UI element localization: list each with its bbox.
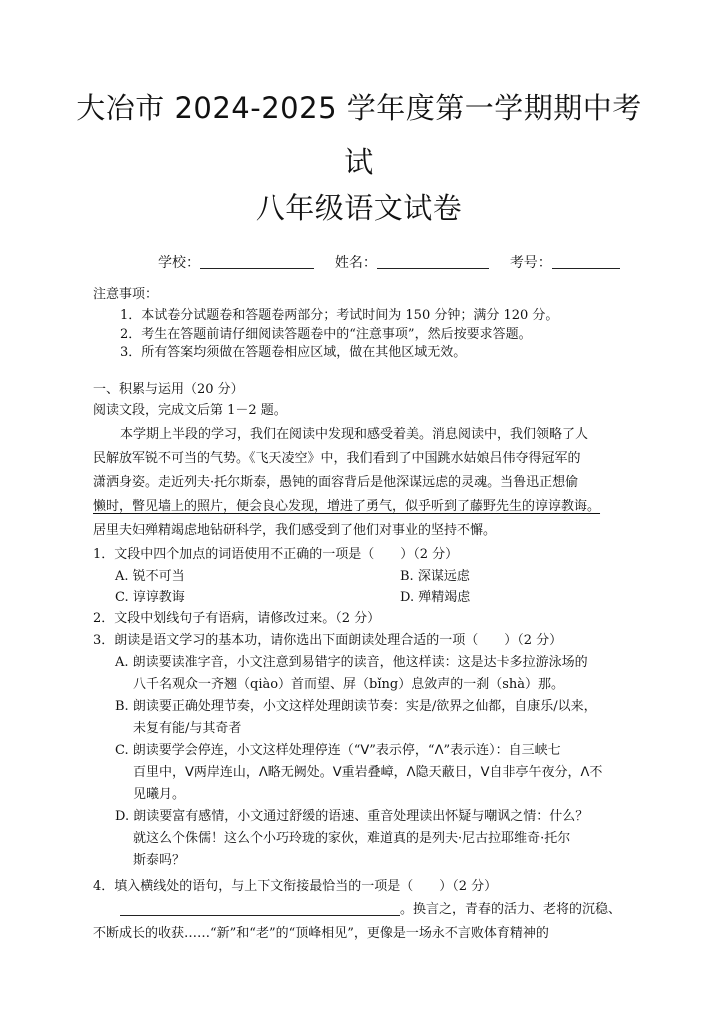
question-1-stem: 1．文段中四个加点的词语使用不正确的一项是（ ）（2 分） [93, 547, 459, 562]
q1-option-c[interactable]: C. 谆谆教诲 [115, 590, 185, 605]
q4-line-1 [120, 901, 621, 919]
exam-title-line2: 试 [344, 145, 374, 179]
passage-line-underlined: 懒时，瞥见墙上的照片，便会良心发现，增进了勇气，似乎听到了藤野先生的谆谆教诲。 [93, 499, 601, 514]
name-blank[interactable] [377, 254, 489, 269]
q1-option-b[interactable]: B. 深谋远虑 [400, 569, 470, 584]
q3-option-c-cont: 百里中，ᐯ两岸连山，ᐱ略无阙处。ᐯ重岩叠嶂，ᐱ隐天蔽日，ᐯ自非亭午夜分，ᐱ不 [133, 765, 603, 780]
exam-title-line1: 大冶市 2024-2025 学年度第一学期期中考 [76, 91, 642, 125]
notice-item-3: 3．所有答案均须做在答题卷相应区域，做在其他区域无效。 [120, 345, 467, 360]
q4-line-1-text: 。换言之，青春的活力、老将的沉稳、 [400, 902, 622, 917]
passage-line: 潇洒身姿。走近列夫·托尔斯泰，愚钝的面容背后是他深谋远虑的灵魂。当鲁迅正想偷 [93, 475, 579, 490]
name-label: 姓名： [334, 255, 377, 271]
q3-option-a-cont: 八千名观众一齐翘（qiào）首而望、屏（bǐng）息敛声的一刹（shà）那。 [133, 677, 565, 692]
passage-line: 本学期上半段的学习，我们在阅读中发现和感受着美。消息阅读中，我们领略了人 [120, 427, 589, 442]
passage-line: 居里夫妇殚精竭虑地钻研科学，我们感受到了他们对事业的坚持不懈。 [93, 523, 497, 538]
exam-subtitle: 八年级语文试卷 [255, 191, 463, 225]
q3-option-a[interactable]: A. 朗读要读准字音，小文注意到易错字的读音，他这样读：这是达卡多拉游泳场的 [115, 655, 588, 670]
passage-line: 民解放军锐不可当的气势。《飞天凌空》中，我们看到了中国跳水姑娘吕伟夺得冠军的 [93, 451, 581, 466]
notice-heading: 注意事项： [93, 287, 159, 302]
notice-item-2: 2．考生在答题前请仔细阅读答题卷中的“注意事项”，然后按要求答题。 [120, 327, 532, 342]
section1-intro: 阅读文段，完成文后第 1－2 题。 [93, 403, 287, 418]
q3-option-d-cont: 斯泰吗？ [133, 853, 186, 868]
notice-item-1: 1．本试卷分试题卷和答题卷两部分；考试时间为 150 分钟；满分 120 分。 [120, 308, 559, 323]
question-3-stem: 3．朗读是语文学习的基本功，请你选出下面朗读处理合适的一项（ ）（2 分） [93, 633, 563, 648]
q3-option-b[interactable]: B. 朗读要正确处理节奏，小文这样处理朗读节奏：实是/欲界之仙都，自康乐/以来， [115, 699, 597, 714]
q3-option-c[interactable]: C. 朗读要学会停连，小文这样处理停连（“ᐯ”表示停，“ᐱ”表示连）：自三峡七 [115, 743, 561, 758]
q1-option-a[interactable]: A. 锐不可当 [115, 569, 185, 584]
question-4-stem: 4．填入横线处的语句，与上下文衔接最恰当的一项是（ ）（2 分） [93, 879, 498, 894]
number-blank[interactable] [552, 254, 620, 269]
q3-option-d[interactable]: D. 朗读要富有感情，小文通过舒缓的语速、重音处理读出怀疑与嘲讽之情：什么？ [115, 809, 589, 824]
q1-option-d[interactable]: D. 殚精竭虑 [400, 590, 471, 605]
student-info-row [158, 252, 620, 272]
q4-fill-blank[interactable] [120, 901, 400, 916]
q3-option-b-cont: 未复有能/与其奇者 [133, 721, 242, 736]
school-label: 学校： [158, 255, 200, 271]
q4-line-2: 不断成长的收获……“新”和“老”的“顶峰相见”，更像是一场永不言败体育精神的 [93, 926, 549, 941]
number-label: 考号： [509, 255, 552, 271]
q3-option-d-cont: 就这么个侏儒！这么个小巧玲珑的家伙，难道真的是列夫·尼古拉耶维奇·托尔 [133, 831, 571, 846]
q3-option-c-cont: 见曦月。 [133, 787, 186, 802]
section1-heading: 一、积累与运用（20 分） [93, 382, 244, 397]
question-2-stem: 2．文段中划线句子有语病，请修改过来。（2 分） [93, 611, 381, 626]
school-blank[interactable] [200, 254, 314, 269]
